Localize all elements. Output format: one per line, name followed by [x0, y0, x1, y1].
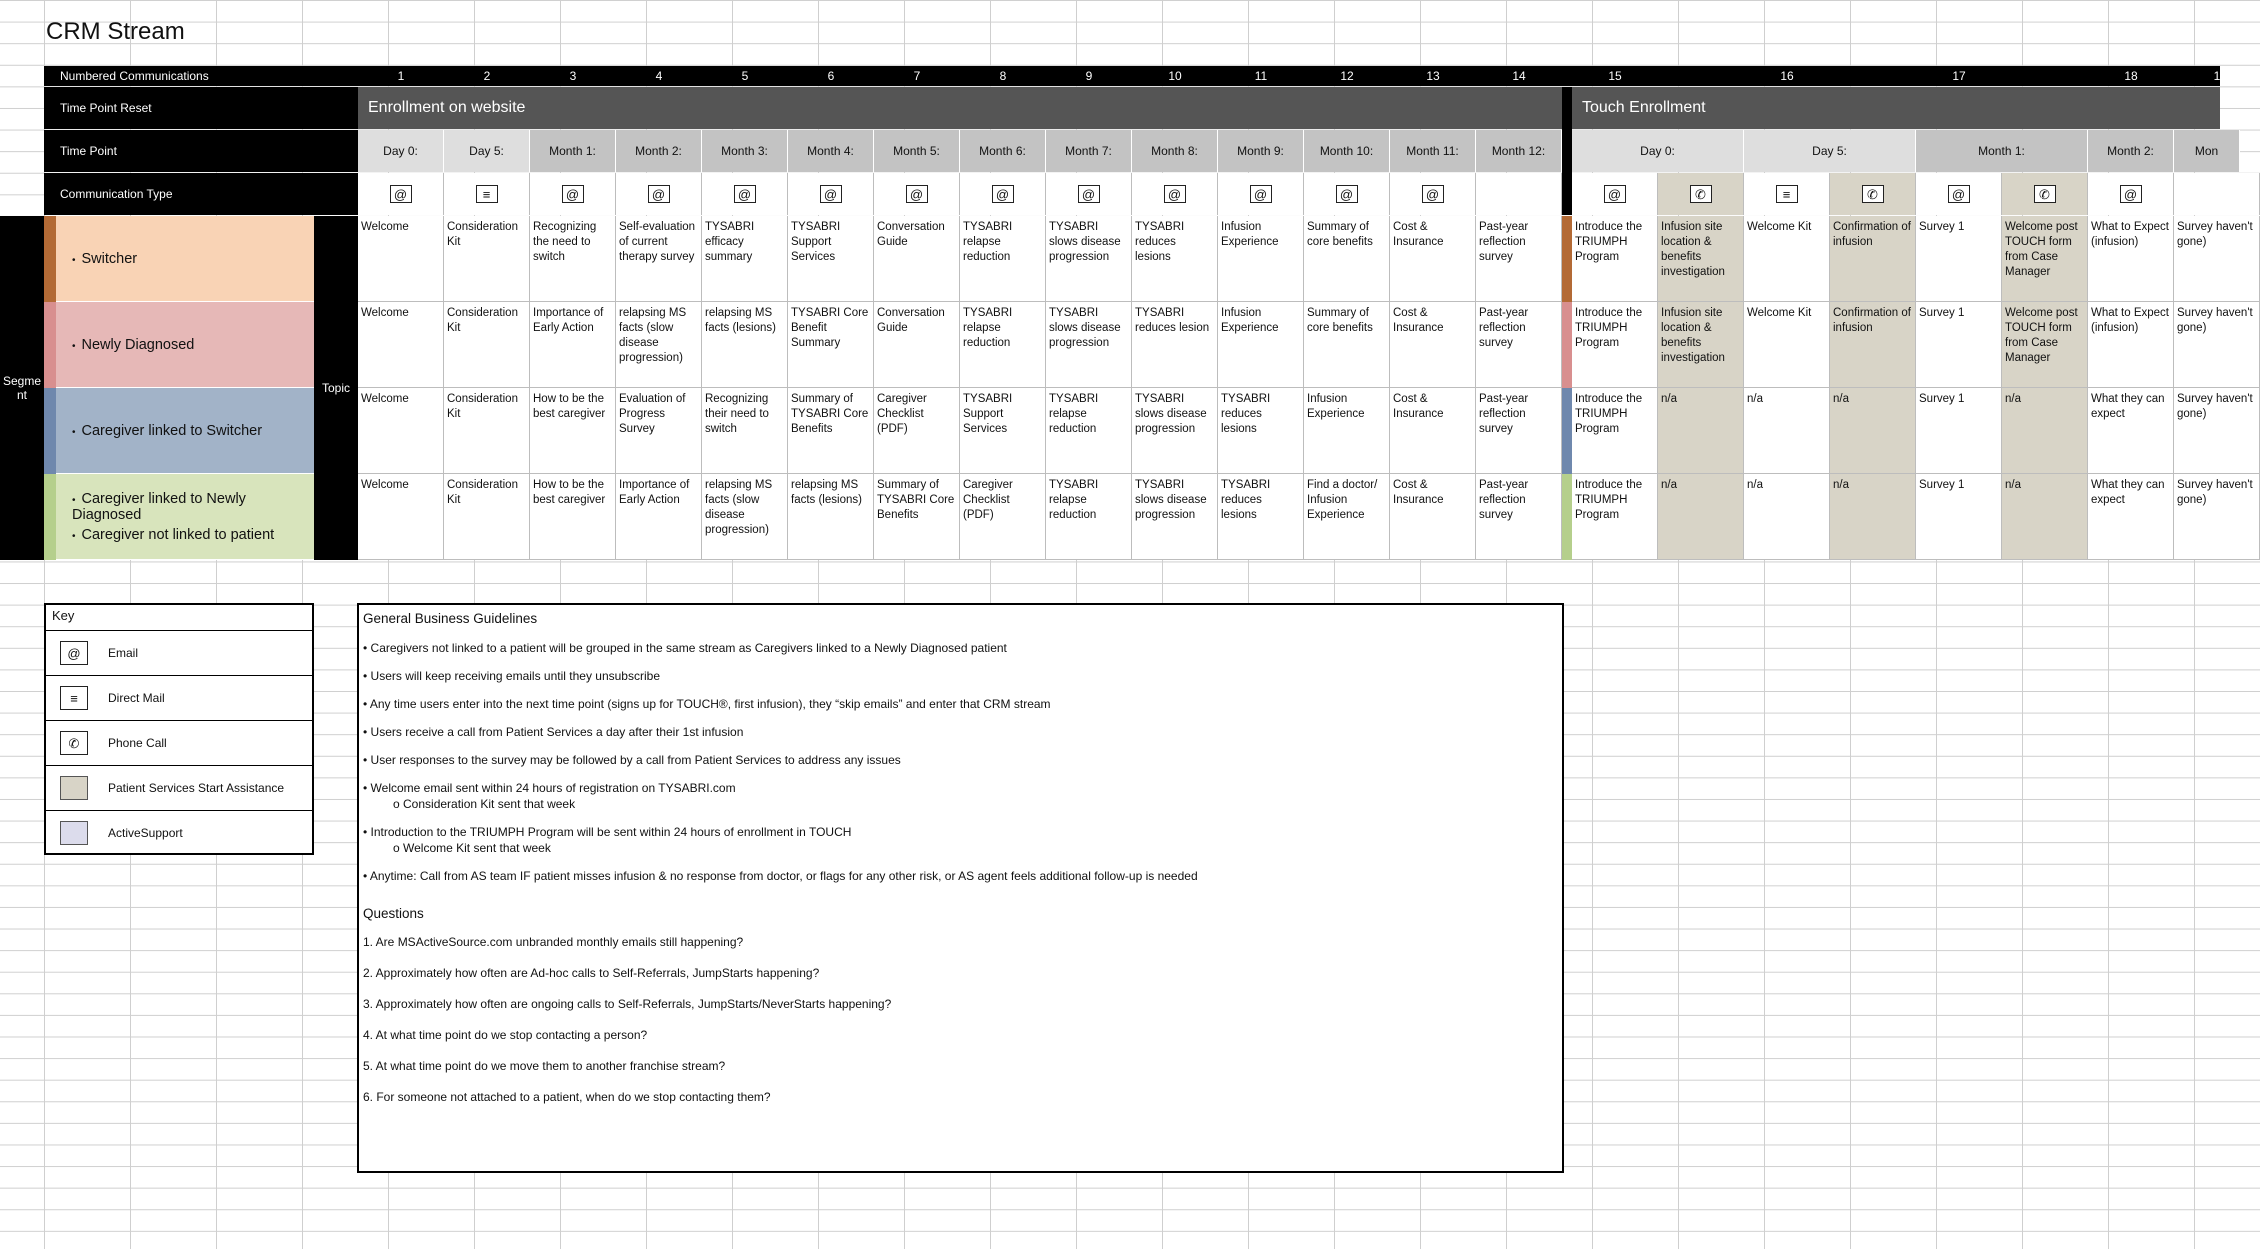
guideline-item: o Welcome Kit sent that week: [393, 841, 551, 855]
comm-type-cell: [1390, 173, 1476, 215]
topic-cell: Cost & Insurance: [1390, 216, 1476, 302]
time-point-cell: Month 9:: [1218, 130, 1304, 172]
topic-cell: Welcome Kit: [1744, 216, 1830, 302]
communication-number: 17: [1952, 69, 1966, 83]
topic-cell: Survey 1: [1916, 388, 2002, 474]
topic-cell: Survey haven't gone): [2174, 216, 2260, 302]
email-icon: @: [1422, 185, 1444, 203]
email-icon: @: [60, 641, 88, 665]
email-icon: @: [1164, 185, 1186, 203]
key-item-label: Email: [108, 646, 139, 660]
topic-cell: Self-evaluation of current therapy survey: [616, 216, 702, 302]
communication-number: 1: [397, 69, 405, 83]
topic-cell: Conversation Guide: [874, 216, 960, 302]
phone-call-icon: ✆: [60, 731, 88, 755]
topic-cell: Introduce the TRIUMPH Program: [1572, 474, 1658, 560]
topic-cell: Past-year reflection survey: [1476, 216, 1562, 302]
time-point-cell: Month 6:: [960, 130, 1046, 172]
key-legend: [44, 603, 314, 855]
communication-number: 6: [827, 69, 835, 83]
comm-type-cell: [1830, 173, 1916, 215]
topic-cell: n/a: [1830, 388, 1916, 474]
topic-cell: TYSABRI slows disease progression: [1046, 302, 1132, 388]
segment-color-strip: [44, 474, 56, 560]
segment-color-strip: [44, 388, 56, 474]
segment-color-strip: [44, 216, 56, 302]
topic-cell: Find a doctor/ Infusion Experience: [1304, 474, 1390, 560]
time-point-cell: Day 0:: [1572, 130, 1744, 172]
topic-cell: Infusion Experience: [1218, 302, 1304, 388]
question-item: 6. For someone not attached to a patient, when do we stop contacting them?: [363, 1090, 771, 1104]
topic-cell: Survey haven't gone): [2174, 474, 2260, 560]
key-title: Key: [52, 608, 75, 623]
phone-call-icon: ✆: [1862, 185, 1884, 203]
communication-number: 10: [1168, 69, 1182, 83]
time-point-cell: Month 2:: [2088, 130, 2174, 172]
key-item: [46, 630, 312, 675]
topic-cell: Recognizing their need to switch: [702, 388, 788, 474]
comm-type-cell: [2002, 173, 2088, 215]
topic-cell: TYSABRI slows disease progression: [1046, 216, 1132, 302]
time-point-cell: Month 8:: [1132, 130, 1218, 172]
email-icon: @: [390, 185, 412, 203]
email-icon: @: [2120, 185, 2142, 203]
time-point-label: Time Point: [44, 130, 358, 172]
email-icon: @: [1604, 185, 1626, 203]
comm-type-cell: [2174, 173, 2260, 215]
topic-cell: relapsing MS facts (lesions): [788, 474, 874, 560]
topic-cell: n/a: [1830, 474, 1916, 560]
topic-cell: How to be the best caregiver: [530, 474, 616, 560]
question-item: 4. At what time point do we stop contacting a person?: [363, 1028, 648, 1042]
topic-cell: Survey haven't gone): [2174, 388, 2260, 474]
question-item: 5. At what time point do we move them to another franchise stream?: [363, 1059, 726, 1073]
topic-cell: Consideration Kit: [444, 388, 530, 474]
email-icon: @: [562, 185, 584, 203]
key-item-label: Direct Mail: [108, 691, 165, 705]
topic-cell: How to be the best caregiver: [530, 388, 616, 474]
guideline-item: • Any time users enter into the next time point (signs up for TOUCH®, first infusion), they “skip emails” and enter that CRM stream: [363, 697, 1051, 711]
comm-type-cell: [1218, 173, 1304, 215]
topic-cell: Infusion site location & benefits investigation: [1658, 216, 1744, 302]
comm-type-cell: [874, 173, 960, 215]
comm-type-cell: [1304, 173, 1390, 215]
communication-number: 3: [569, 69, 577, 83]
reset-band-touch: Touch Enrollment: [1572, 87, 2220, 129]
topic-cell: TYSABRI slows disease progression: [1132, 388, 1218, 474]
topic-cell: TYSABRI efficacy summary: [702, 216, 788, 302]
topic-cell: Consideration Kit: [444, 216, 530, 302]
key-item: [46, 765, 312, 810]
topic-cell: Welcome: [358, 388, 444, 474]
comm-type-cell: [1476, 173, 1562, 215]
email-icon: @: [734, 185, 756, 203]
topic-cell: Importance of Early Action: [530, 302, 616, 388]
communication-number: 5: [741, 69, 749, 83]
segment-3: [56, 388, 314, 474]
topic-cell: Welcome: [358, 474, 444, 560]
topic-cell: Survey 1: [1916, 216, 2002, 302]
time-point-cell: Day 5:: [444, 130, 530, 172]
segment-4: [56, 474, 314, 560]
guideline-item: • User responses to the survey may be followed by a call from Patient Services to address any issues: [363, 753, 901, 767]
topic-cell: Survey haven't gone): [2174, 302, 2260, 388]
segment-color-strip: [44, 302, 56, 388]
guidelines-panel: [357, 603, 1564, 1173]
question-item: 3. Approximately how often are ongoing calls to Self-Referrals, JumpStarts/NeverStarts happening?: [363, 997, 892, 1011]
time-point-cell: Day 0:: [358, 130, 444, 172]
topic-cell: relapsing MS facts (slow disease progression): [702, 474, 788, 560]
phone-call-icon: ✆: [1690, 185, 1712, 203]
topic-cell: Welcome post TOUCH form from Case Manager: [2002, 216, 2088, 302]
topic-cell: Survey 1: [1916, 302, 2002, 388]
topic-cell: TYSABRI relapse reduction: [1046, 474, 1132, 560]
comm-type-cell: [2088, 173, 2174, 215]
topic-cell: What they can expect: [2088, 388, 2174, 474]
segment-name: • Caregiver not linked to patient: [72, 527, 314, 543]
topic-cell: relapsing MS facts (lesions): [702, 302, 788, 388]
communication-number: 14: [1512, 69, 1526, 83]
email-icon: @: [648, 185, 670, 203]
topic-cell: n/a: [1744, 474, 1830, 560]
comm-type-cell: [788, 173, 874, 215]
topic-cell: Consideration Kit: [444, 302, 530, 388]
guidelines-title: General Business Guidelines: [363, 611, 538, 626]
guideline-item: • Anytime: Call from AS team IF patient misses infusion & no response from doctor, or flags for any other risk, or AS agent feels additional follow-up is needed: [363, 869, 1198, 883]
communication-number: [2002, 69, 2088, 84]
topic-cell: n/a: [1658, 474, 1744, 560]
time-point-cell: Month 10:: [1304, 130, 1390, 172]
communication-number: 8: [999, 69, 1007, 83]
comm-type-cell: [1046, 173, 1132, 215]
topic-cell: n/a: [1658, 388, 1744, 474]
email-icon: @: [992, 185, 1014, 203]
time-point-cell: Month 5:: [874, 130, 960, 172]
topic-cell: n/a: [2002, 474, 2088, 560]
comm-type-cell: [616, 173, 702, 215]
numbered-communications-label: Numbered Communications: [44, 66, 358, 86]
email-icon: @: [820, 185, 842, 203]
comm-type-cell: [1132, 173, 1218, 215]
key-item: [46, 675, 312, 720]
topic-cell: Introduce the TRIUMPH Program: [1572, 216, 1658, 302]
email-icon: @: [1078, 185, 1100, 203]
topic-cell: TYSABRI relapse reduction: [960, 302, 1046, 388]
topic-cell: Infusion Experience: [1218, 216, 1304, 302]
key-item-label: Patient Services Start Assistance: [108, 781, 285, 795]
communication-number: 16: [1780, 69, 1794, 83]
topic-cell: TYSABRI Support Services: [960, 388, 1046, 474]
segment-color-strip: [1562, 474, 1572, 560]
direct-mail-icon: ≡: [60, 686, 88, 710]
comm-type-cell: [1916, 173, 2002, 215]
segment-name: • Caregiver linked to Switcher: [72, 423, 262, 439]
guideline-item: o Consideration Kit sent that week: [393, 797, 576, 811]
comm-type-cell: [1572, 173, 1658, 215]
communication-number: 7: [913, 69, 921, 83]
topic-cell: TYSABRI slows disease progression: [1132, 474, 1218, 560]
direct-mail-icon: ≡: [1776, 185, 1798, 203]
communication-number: 2: [483, 69, 491, 83]
stream-divider: [1562, 173, 1572, 215]
communication-number: [1830, 69, 1916, 84]
patient-services-swatch: [60, 776, 88, 800]
guideline-item: • Users receive a call from Patient Services a day after their 1st infusion: [363, 725, 744, 739]
topic-cell: Importance of Early Action: [616, 474, 702, 560]
topic-cell: Caregiver Checklist (PDF): [874, 388, 960, 474]
topic-cell: relapsing MS facts (slow disease progression): [616, 302, 702, 388]
time-point-cell: Month 1:: [1916, 130, 2088, 172]
guideline-item: • Users will keep receiving emails until they unsubscribe: [363, 669, 660, 683]
topic-cell: Summary of TYSABRI Core Benefits: [788, 388, 874, 474]
key-item-label: Phone Call: [108, 736, 167, 750]
reset-band-enrollment: Enrollment on website: [358, 87, 1562, 129]
topic-label: Topic: [314, 216, 358, 560]
time-point-reset-label: Time Point Reset: [44, 87, 358, 129]
topic-cell: Introduce the TRIUMPH Program: [1572, 388, 1658, 474]
topic-cell: Cost & Insurance: [1390, 388, 1476, 474]
topic-cell: TYSABRI reduces lesions: [1132, 216, 1218, 302]
topic-cell: Confirmation of infusion: [1830, 216, 1916, 302]
communication-number: 18: [2124, 69, 2138, 83]
segment-name: • Newly Diagnosed: [72, 337, 194, 353]
guideline-item: • Introduction to the TRIUMPH Program will be sent within 24 hours of enrollment in TOUCH: [363, 825, 852, 839]
communication-number: 11: [1254, 69, 1268, 83]
communication-type-label: Communication Type: [44, 173, 358, 215]
topic-cell: Survey 1: [1916, 474, 2002, 560]
topic-cell: Summary of core benefits: [1304, 302, 1390, 388]
topic-cell: Evaluation of Progress Survey: [616, 388, 702, 474]
topic-cell: Recognizing the need to switch: [530, 216, 616, 302]
segment-name: • Switcher: [72, 251, 137, 267]
topic-cell: What to Expect (infusion): [2088, 302, 2174, 388]
segment-color-strip: [1562, 388, 1572, 474]
email-icon: @: [1250, 185, 1272, 203]
activesupport-swatch: [60, 821, 88, 845]
email-icon: @: [906, 185, 928, 203]
topic-cell: TYSABRI Support Services: [788, 216, 874, 302]
topic-cell: TYSABRI reduces lesions: [1218, 388, 1304, 474]
topic-cell: Past-year reflection survey: [1476, 388, 1562, 474]
topic-cell: Cost & Insurance: [1390, 302, 1476, 388]
direct-mail-icon: ≡: [476, 185, 498, 203]
time-point-cell: Month 11:: [1390, 130, 1476, 172]
time-point-cell: Month 7:: [1046, 130, 1132, 172]
topic-cell: Welcome: [358, 216, 444, 302]
key-item: [46, 810, 312, 855]
topic-cell: Welcome Kit: [1744, 302, 1830, 388]
topic-cell: What they can expect: [2088, 474, 2174, 560]
topic-cell: TYSABRI relapse reduction: [1046, 388, 1132, 474]
topic-cell: TYSABRI reduces lesion: [1132, 302, 1218, 388]
topic-cell: Cost & Insurance: [1390, 474, 1476, 560]
comm-type-cell: [1744, 173, 1830, 215]
stream-divider: [1562, 130, 1572, 172]
key-item-label: ActiveSupport: [108, 826, 183, 840]
communication-number: 9: [1085, 69, 1093, 83]
topic-cell: TYSABRI Core Benefit Summary: [788, 302, 874, 388]
topic-cell: TYSABRI reduces lesions: [1218, 474, 1304, 560]
time-point-cell: Month 3:: [702, 130, 788, 172]
segment-label: Segme nt: [0, 216, 44, 560]
comm-type-cell: [960, 173, 1046, 215]
questions-title: Questions: [363, 906, 424, 921]
key-item: [46, 720, 312, 765]
comm-type-cell: [444, 173, 530, 215]
time-point-cell: Mon: [2174, 130, 2240, 172]
guideline-item: • Welcome email sent within 24 hours of registration on TYSABRI.com: [363, 781, 736, 795]
topic-cell: Conversation Guide: [874, 302, 960, 388]
topic-cell: Welcome: [358, 302, 444, 388]
topic-cell: Infusion site location & benefits investigation: [1658, 302, 1744, 388]
communication-number: 4: [655, 69, 663, 83]
communication-number: 1: [2213, 69, 2221, 83]
segment-1: [56, 216, 314, 302]
topic-cell: TYSABRI relapse reduction: [960, 216, 1046, 302]
question-item: 2. Approximately how often are Ad-hoc calls to Self-Referrals, JumpStarts happening?: [363, 966, 820, 980]
question-item: 1. Are MSActiveSource.com unbranded monthly emails still happening?: [363, 935, 744, 949]
topic-cell: Welcome post TOUCH form from Case Manager: [2002, 302, 2088, 388]
page-title: CRM Stream: [46, 18, 185, 45]
comm-type-cell: [530, 173, 616, 215]
topic-cell: Introduce the TRIUMPH Program: [1572, 302, 1658, 388]
numbers-row: [358, 66, 2220, 86]
time-point-cell: Month 12:: [1476, 130, 1562, 172]
topic-cell: Confirmation of infusion: [1830, 302, 1916, 388]
topic-cell: n/a: [2002, 388, 2088, 474]
segment-color-strip: [1562, 216, 1572, 302]
topic-cell: n/a: [1744, 388, 1830, 474]
communication-number: 13: [1426, 69, 1440, 83]
email-icon: @: [1336, 185, 1358, 203]
phone-call-icon: ✆: [2034, 185, 2056, 203]
comm-type-cell: [702, 173, 788, 215]
time-point-cell: Day 5:: [1744, 130, 1916, 172]
topic-cell: Summary of TYSABRI Core Benefits: [874, 474, 960, 560]
comm-type-cell: [358, 173, 444, 215]
topic-cell: Infusion Experience: [1304, 388, 1390, 474]
segment-name: • Caregiver linked to Newly Diagnosed: [72, 491, 314, 523]
topic-cell: What to Expect (infusion): [2088, 216, 2174, 302]
time-point-cell: Month 2:: [616, 130, 702, 172]
communication-type-row: [358, 173, 2220, 215]
comm-type-cell: [1658, 173, 1744, 215]
topic-cell: Past-year reflection survey: [1476, 302, 1562, 388]
topic-cell: Past-year reflection survey: [1476, 474, 1562, 560]
topic-cell: Summary of core benefits: [1304, 216, 1390, 302]
communication-number: [1658, 69, 1744, 84]
guideline-item: • Caregivers not linked to a patient will be grouped in the same stream as Caregivers linked to a Newly Diagnosed patient: [363, 641, 1007, 655]
communication-number: 15: [1608, 69, 1622, 83]
email-icon: @: [1948, 185, 1970, 203]
time-point-cell: Month 4:: [788, 130, 874, 172]
segment-color-strip: [1562, 302, 1572, 388]
time-point-cell: Month 1:: [530, 130, 616, 172]
topic-cell: Caregiver Checklist (PDF): [960, 474, 1046, 560]
topic-cell: Consideration Kit: [444, 474, 530, 560]
time-point-row: [358, 130, 2220, 172]
communication-number: 12: [1340, 69, 1354, 83]
segment-2: [56, 302, 314, 388]
